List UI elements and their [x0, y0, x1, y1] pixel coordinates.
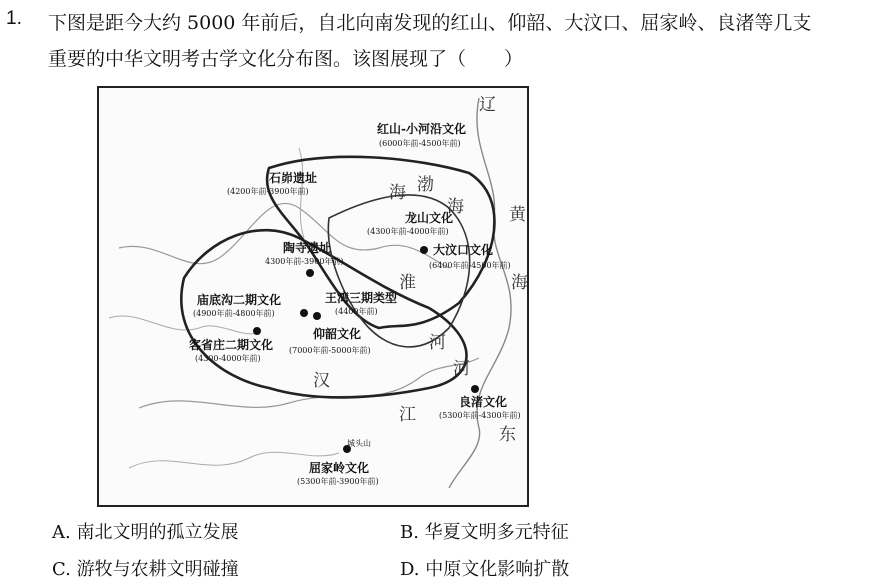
place-hai-2: 海 [511, 273, 528, 293]
culture-date-shimao: (4200年前-3900年前) [227, 187, 309, 196]
culture-label-qujialing: 屈家岭文化 [309, 461, 370, 475]
option-b[interactable]: B. 华夏文明多元特征 [400, 522, 569, 543]
culture-date-kexingzhuang: (4300-4000年前) [195, 354, 261, 363]
option-c[interactable]: C. 游牧与农耕文明碰撞 [52, 559, 239, 580]
site-dot-miaodigou [300, 309, 308, 317]
culture-label-kexingzhuang: 客省庄二期文化 [189, 338, 274, 352]
culture-date-wangwan: (4400年前) [335, 307, 378, 316]
culture-date-dawenkou: (6400年前-4500年前) [429, 261, 511, 270]
place-jiang: 江 [399, 405, 416, 425]
culture-label-hongshan: 红山-小河沿文化 [377, 122, 466, 136]
place-han: 汉 [313, 371, 330, 391]
place-hai-1: 海 [447, 197, 464, 217]
place-liao: 辽 [479, 95, 496, 115]
culture-distribution-map [97, 86, 529, 507]
map-svg [99, 88, 529, 507]
place-dong: 东 [499, 425, 516, 445]
site-dot-taosi [306, 269, 314, 277]
culture-date-miaodigou: (4900年前-4800年前) [193, 309, 275, 318]
culture-date-qujialing: (5300年前-3900年前) [297, 477, 379, 486]
place-bo: 渤 [417, 175, 434, 195]
culture-date-hongshan: (6000年前-4500年前) [379, 139, 461, 148]
option-d[interactable]: D. 中原文化影响扩散 [400, 559, 570, 580]
culture-label-liangzhu: 良渚文化 [459, 395, 508, 409]
culture-date-yangshao: (7000年前-5000年前) [289, 346, 371, 355]
place-chengtoushan: 城头山 [347, 439, 371, 448]
yangtze-river [139, 358, 479, 408]
place-hai-3: 海 [389, 183, 406, 203]
question-text-line-2: 重要的中华文明考古学文化分布图。该图展现了（ ） [48, 48, 524, 70]
question-number: 1. [6, 8, 22, 29]
site-dot-kexingzhuang [253, 327, 261, 335]
culture-label-longshan: 龙山文化 [405, 211, 454, 225]
culture-label-miaodigou: 庙底沟二期文化 [197, 293, 282, 307]
river-branch-2 [129, 452, 339, 468]
site-dot-wangwan [313, 312, 321, 320]
option-a[interactable]: A. 南北文明的孤立发展 [52, 522, 239, 543]
culture-label-taosi: 陶寺遗址 [283, 241, 332, 255]
culture-label-dawenkou: 大汶口文化 [433, 243, 494, 257]
place-he-2: 河 [453, 359, 470, 379]
culture-date-taosi: 4300年前-3900年前) [265, 257, 344, 266]
place-he-1: 河 [429, 333, 446, 353]
culture-date-liangzhu: (5300年前-4300年前) [439, 411, 521, 420]
culture-label-wangwan: 王湾三期类型 [325, 291, 398, 305]
place-huang: 黄 [509, 205, 526, 225]
culture-label-yangshao: 仰韶文化 [313, 327, 362, 341]
site-dot-dawenkou [420, 246, 428, 254]
site-dot-liangzhu [471, 385, 479, 393]
place-huai: 淮 [399, 273, 416, 293]
question-text-line-1: 下图是距今大约 5000 年前后，自北向南发现的红山、仰韶、大汶口、屈家岭、良渚等几支 [48, 12, 812, 34]
culture-date-longshan: (4300年前-4000年前) [367, 227, 449, 236]
culture-label-shimao: 石峁遗址 [269, 171, 318, 185]
